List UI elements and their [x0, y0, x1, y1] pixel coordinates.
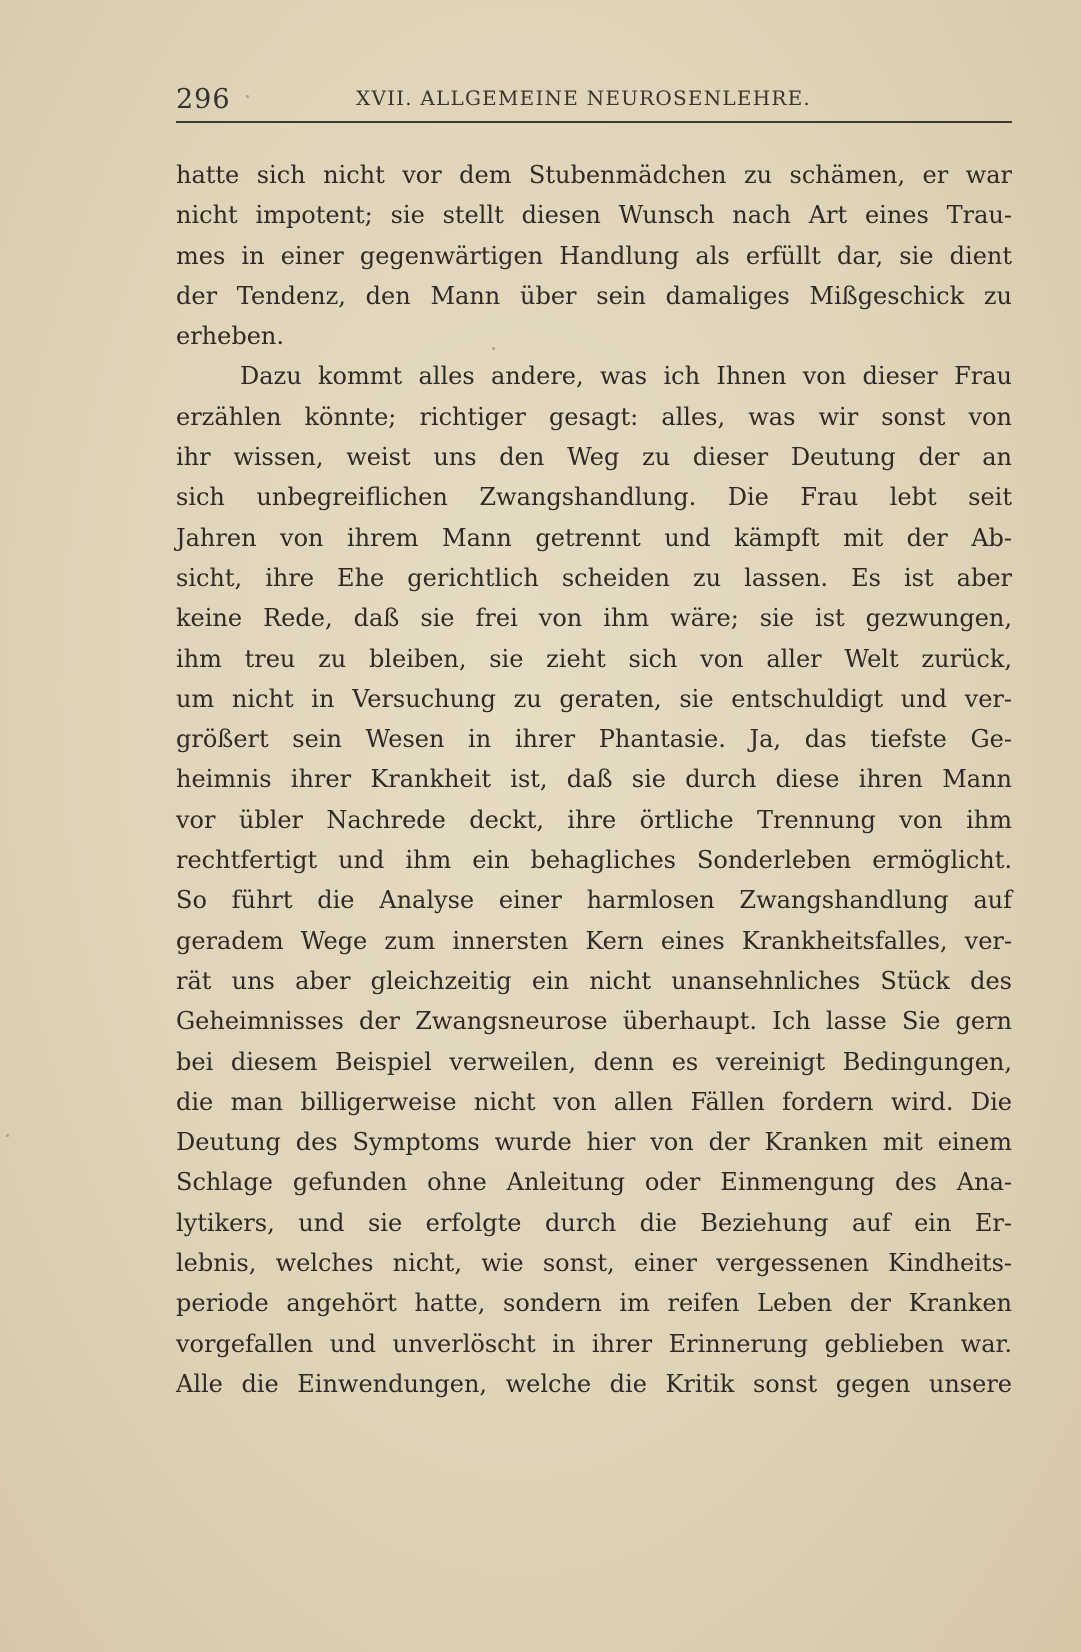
text-line: geradem Wege zum innersten Kern eines Krankheitsfalles, ver-	[176, 926, 1012, 955]
text-line: rechtfertigt und ihm ein behagliches Sonderleben ermöglicht.	[176, 846, 1012, 875]
text-line: rät uns aber gleichzeitig ein nicht unansehnliches Stück des	[176, 966, 1012, 995]
text-line: ihm treu zu bleiben, sie zieht sich von aller Welt zurück,	[176, 644, 1012, 673]
text-line: lytikers, und sie erfolgte durch die Beziehung auf ein Er-	[176, 1208, 1012, 1237]
text-line: ihr wissen, weist uns den Weg zu dieser Deutung der an	[176, 443, 1012, 472]
text-line: sich unbegreiflichen Zwangshandlung. Die Frau lebt seit	[176, 483, 1012, 512]
text-line: So führt die Analyse einer harmlosen Zwangshandlung auf	[176, 886, 1012, 915]
paragraph-2	[176, 356, 1012, 1404]
paper-speck	[492, 347, 495, 350]
text-line: keine Rede, daß sie frei von ihm wäre; sie ist gezwungen,	[176, 604, 1012, 633]
text-line: bei diesem Beispiel verweilen, denn es vereinigt Bedingungen,	[176, 1047, 1012, 1076]
text-line: sicht, ihre Ehe gerichtlich scheiden zu lassen. Es ist aber	[176, 563, 1012, 592]
text-line: erzählen könnte; richtiger gesagt: alles, was wir sonst von	[176, 402, 1012, 431]
text-line: der Tendenz, den Mann über sein damaliges Mißgeschick zu	[176, 281, 1012, 310]
paper-speck	[246, 95, 249, 98]
text-line: lebnis, welches nicht, wie sonst, einer vergessenen Kindheits-	[176, 1249, 1012, 1278]
text-line: vorgefallen und unverlöscht in ihrer Erinnerung geblieben war.	[176, 1329, 1012, 1358]
body-text	[176, 155, 1012, 1404]
text-line: die man billigerweise nicht von allen Fällen fordern wird. Die	[176, 1087, 1012, 1116]
text-line: um nicht in Versuchung zu geraten, sie entschuldigt und ver-	[176, 684, 1012, 713]
paragraph-1	[176, 155, 1012, 356]
text-line: nicht impotent; sie stellt diesen Wunsch nach Art eines Trau-	[176, 201, 1012, 230]
paper-speck	[6, 1134, 9, 1137]
text-line: Jahren von ihrem Mann getrennt und kämpft mit der Ab-	[176, 523, 1012, 552]
text-line: Deutung des Symptoms wurde hier von der Kranken mit einem	[176, 1128, 1012, 1157]
page-number: 296	[176, 84, 231, 115]
text-line: periode angehört hatte, sondern im reifen Leben der Kranken	[176, 1289, 1012, 1318]
header-rule	[176, 121, 1012, 123]
text-line: größert sein Wesen in ihrer Phantasie. Ja, das tiefste Ge-	[176, 725, 1012, 754]
text-line: hatte sich nicht vor dem Stubenmädchen zu schämen, er war	[176, 161, 1012, 189]
text-line: vor übler Nachrede deckt, ihre örtliche Trennung von ihm	[176, 805, 1012, 834]
running-title: XVII. ALLGEMEINE NEUROSENLEHRE.	[356, 86, 811, 110]
text-line: heimnis ihrer Krankheit ist, daß sie durch diese ihren Mann	[176, 765, 1012, 794]
text-line: mes in einer gegenwärtigen Handlung als erfüllt dar, sie dient	[176, 241, 1012, 270]
text-line: Dazu kommt alles andere, was ich Ihnen von dieser Frau	[240, 362, 1012, 391]
text-line: Alle die Einwendungen, welche die Kritik sonst gegen unsere	[176, 1369, 1012, 1398]
text-line: Schlage gefunden ohne Anleitung oder Einmengung des Ana-	[176, 1168, 1012, 1197]
text-line: erheben.	[176, 322, 284, 351]
text-line: Geheimnisses der Zwangsneurose überhaupt. Ich lasse Sie gern	[176, 1007, 1012, 1036]
page-header	[176, 78, 1012, 122]
